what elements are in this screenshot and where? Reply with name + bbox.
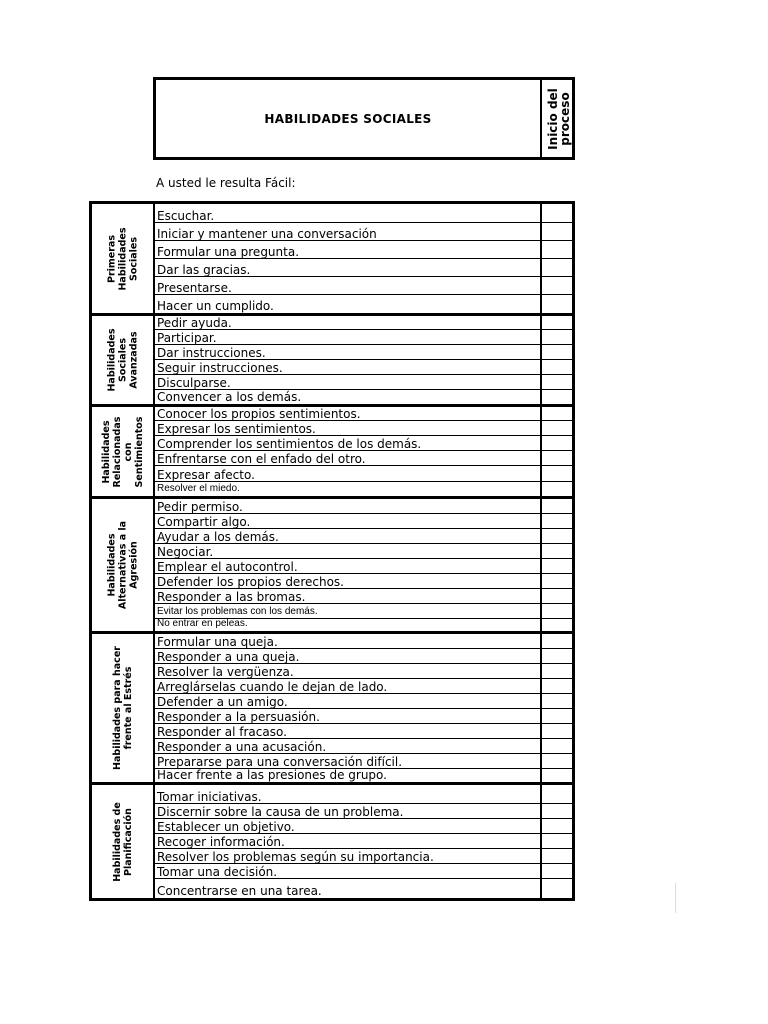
group-label bbox=[92, 316, 155, 404]
list-item bbox=[155, 277, 575, 295]
skill-text: Responder a una acusación. bbox=[157, 740, 327, 754]
skill-text: Responder al fracaso. bbox=[157, 725, 287, 739]
list-item bbox=[155, 514, 575, 529]
list-item bbox=[155, 529, 575, 544]
skill-text: Tomar una decisión. bbox=[157, 865, 278, 879]
skill-group bbox=[92, 782, 572, 898]
check-cell[interactable] bbox=[540, 330, 575, 345]
skill-text: No entrar en peleas. bbox=[157, 618, 248, 629]
skill-text: Resolver la vergüenza. bbox=[157, 665, 294, 679]
skill-text: Resolver los problemas según su importancia. bbox=[157, 850, 434, 864]
skill-text: Presentarse. bbox=[157, 281, 232, 295]
check-cell[interactable] bbox=[540, 724, 575, 739]
page-title: HABILIDADES SOCIALES bbox=[264, 111, 432, 126]
list-item bbox=[155, 709, 575, 724]
list-item bbox=[155, 589, 575, 604]
list-item bbox=[155, 204, 575, 223]
check-cell[interactable] bbox=[540, 436, 575, 451]
group-label-text: Habilidades Sociales Avanzadas bbox=[106, 328, 139, 392]
check-cell[interactable] bbox=[540, 529, 575, 544]
check-cell[interactable] bbox=[540, 634, 575, 649]
list-item bbox=[155, 785, 575, 804]
list-item bbox=[155, 421, 575, 436]
check-cell[interactable] bbox=[540, 739, 575, 754]
list-item bbox=[155, 849, 575, 864]
list-item bbox=[155, 295, 575, 313]
list-item bbox=[155, 316, 575, 330]
check-cell[interactable] bbox=[540, 514, 575, 529]
skill-text: Tomar iniciativas. bbox=[157, 790, 262, 804]
skill-group bbox=[92, 313, 572, 404]
list-item bbox=[155, 679, 575, 694]
list-item bbox=[155, 634, 575, 649]
list-item bbox=[155, 559, 575, 574]
list-item bbox=[155, 375, 575, 390]
check-cell[interactable] bbox=[540, 390, 575, 404]
header-box bbox=[153, 77, 575, 160]
check-cell[interactable] bbox=[540, 804, 575, 819]
check-cell[interactable] bbox=[540, 316, 575, 330]
check-cell[interactable] bbox=[540, 421, 575, 436]
skill-text: Recoger información. bbox=[157, 835, 285, 849]
list-item bbox=[155, 694, 575, 709]
skill-text: Iniciar y mantener una conversación bbox=[157, 227, 377, 241]
list-item bbox=[155, 544, 575, 559]
skill-text: Discernir sobre la causa de un problema. bbox=[157, 805, 404, 819]
column-label: Inicio del proceso bbox=[545, 87, 572, 150]
check-cell[interactable] bbox=[540, 223, 575, 241]
list-item bbox=[155, 739, 575, 754]
check-cell[interactable] bbox=[540, 574, 575, 589]
list-item bbox=[155, 436, 575, 451]
list-item bbox=[155, 649, 575, 664]
list-item bbox=[155, 664, 575, 679]
check-cell[interactable] bbox=[540, 619, 575, 631]
list-item bbox=[155, 834, 575, 849]
skill-text: Conocer los propios sentimientos. bbox=[157, 407, 361, 421]
check-cell[interactable] bbox=[540, 694, 575, 709]
skill-text: Pedir permiso. bbox=[157, 500, 243, 514]
check-cell[interactable] bbox=[540, 375, 575, 390]
list-item bbox=[155, 819, 575, 834]
skill-text: Pedir ayuda. bbox=[157, 316, 232, 330]
list-item bbox=[155, 619, 575, 631]
header-column bbox=[540, 80, 575, 157]
list-item bbox=[155, 754, 575, 769]
list-item bbox=[155, 879, 575, 898]
skill-text: Responder a las bromas. bbox=[157, 590, 306, 604]
skill-text: Dar instrucciones. bbox=[157, 346, 266, 360]
skill-text: Concentrarse en una tarea. bbox=[157, 884, 322, 898]
group-label-text: Habilidades para hacer frente al Estrés bbox=[111, 646, 134, 770]
list-item bbox=[155, 804, 575, 819]
check-cell[interactable] bbox=[540, 259, 575, 277]
skills-table bbox=[89, 201, 575, 901]
group-label-text: Primeras Habilidades Sociales bbox=[106, 226, 139, 291]
list-item bbox=[155, 451, 575, 466]
skill-group bbox=[92, 631, 572, 782]
skill-text: Resolver el miedo. bbox=[157, 483, 240, 494]
check-cell[interactable] bbox=[540, 864, 575, 879]
skill-text: Compartir algo. bbox=[157, 515, 251, 529]
skill-text: Negociar. bbox=[157, 545, 214, 559]
group-label bbox=[92, 407, 155, 496]
check-cell[interactable] bbox=[540, 559, 575, 574]
list-item bbox=[155, 345, 575, 360]
skill-text: Enfrentarse con el enfado del otro. bbox=[157, 452, 366, 466]
check-cell[interactable] bbox=[540, 649, 575, 664]
group-label-text: Habilidades Alternativas a la Agresión bbox=[106, 520, 139, 610]
skill-text: Formular una queja. bbox=[157, 635, 278, 649]
check-cell[interactable] bbox=[540, 241, 575, 259]
check-cell[interactable] bbox=[540, 834, 575, 849]
list-item bbox=[155, 499, 575, 514]
check-cell[interactable] bbox=[540, 769, 575, 782]
check-cell[interactable] bbox=[540, 451, 575, 466]
check-cell[interactable] bbox=[540, 879, 575, 898]
subtitle: A usted le resulta Fácil: bbox=[156, 176, 296, 190]
check-cell[interactable] bbox=[540, 709, 575, 724]
group-label bbox=[92, 634, 155, 782]
check-cell[interactable] bbox=[540, 819, 575, 834]
check-cell[interactable] bbox=[540, 679, 575, 694]
check-cell[interactable] bbox=[540, 204, 575, 223]
skill-text: Convencer a los demás. bbox=[157, 390, 302, 404]
list-item bbox=[155, 330, 575, 345]
group-label bbox=[92, 204, 155, 313]
skill-text: Responder a la persuasión. bbox=[157, 710, 320, 724]
list-item bbox=[155, 407, 575, 421]
list-item bbox=[155, 466, 575, 482]
skill-text: Disculparse. bbox=[157, 376, 231, 390]
check-cell[interactable] bbox=[540, 345, 575, 360]
check-cell[interactable] bbox=[540, 466, 575, 482]
list-item bbox=[155, 864, 575, 879]
list-item bbox=[155, 259, 575, 277]
skill-text: Responder a una queja. bbox=[157, 650, 300, 664]
list-item bbox=[155, 724, 575, 739]
check-cell[interactable] bbox=[540, 589, 575, 604]
skill-text: Expresar los sentimientos. bbox=[157, 422, 316, 436]
skill-text: Formular una pregunta. bbox=[157, 245, 300, 259]
group-label-text: Habilidades Relacionadas con Sentimientos bbox=[100, 416, 145, 487]
group-label bbox=[92, 499, 155, 631]
skill-text: Arreglárselas cuando le dejan de lado. bbox=[157, 680, 388, 694]
skill-group bbox=[92, 404, 572, 496]
skill-text: Hacer un cumplido. bbox=[157, 299, 274, 313]
check-cell[interactable] bbox=[540, 360, 575, 375]
list-item bbox=[155, 769, 575, 782]
skill-group bbox=[92, 204, 572, 313]
skill-text: Emplear el autocontrol. bbox=[157, 560, 298, 574]
list-item bbox=[155, 390, 575, 404]
skill-text: Ayudar a los demás. bbox=[157, 530, 279, 544]
check-cell[interactable] bbox=[540, 407, 575, 421]
check-cell[interactable] bbox=[540, 277, 575, 295]
skill-text: Establecer un objetivo. bbox=[157, 820, 295, 834]
check-cell[interactable] bbox=[540, 604, 575, 619]
list-item bbox=[155, 360, 575, 375]
skill-text: Dar las gracias. bbox=[157, 263, 251, 277]
group-label bbox=[92, 785, 155, 898]
group-label-text: Habilidades de Planificación bbox=[111, 801, 134, 882]
skill-text: Seguir instrucciones. bbox=[157, 361, 283, 375]
list-item bbox=[155, 223, 575, 241]
divider bbox=[675, 883, 676, 913]
check-cell[interactable] bbox=[540, 544, 575, 559]
skill-text: Hacer frente a las presiones de grupo. bbox=[157, 768, 387, 782]
list-item bbox=[155, 482, 575, 496]
skill-text: Prepararse para una conversación difícil. bbox=[157, 755, 403, 769]
skill-text: Evitar los problemas con los demás. bbox=[157, 606, 318, 617]
skill-text: Escuchar. bbox=[157, 209, 215, 223]
skill-text: Expresar afecto. bbox=[157, 468, 255, 482]
skill-text: Defender a un amigo. bbox=[157, 695, 288, 709]
skill-text: Participar. bbox=[157, 331, 217, 345]
check-cell[interactable] bbox=[540, 499, 575, 514]
check-cell[interactable] bbox=[540, 754, 575, 769]
check-cell[interactable] bbox=[540, 785, 575, 804]
check-cell[interactable] bbox=[540, 482, 575, 496]
skill-text: Defender los propios derechos. bbox=[157, 575, 344, 589]
skill-text: Comprender los sentimientos de los demás. bbox=[157, 437, 422, 451]
list-item bbox=[155, 574, 575, 589]
check-cell[interactable] bbox=[540, 295, 575, 313]
check-cell[interactable] bbox=[540, 664, 575, 679]
list-item bbox=[155, 241, 575, 259]
check-cell[interactable] bbox=[540, 849, 575, 864]
skill-group bbox=[92, 496, 572, 631]
